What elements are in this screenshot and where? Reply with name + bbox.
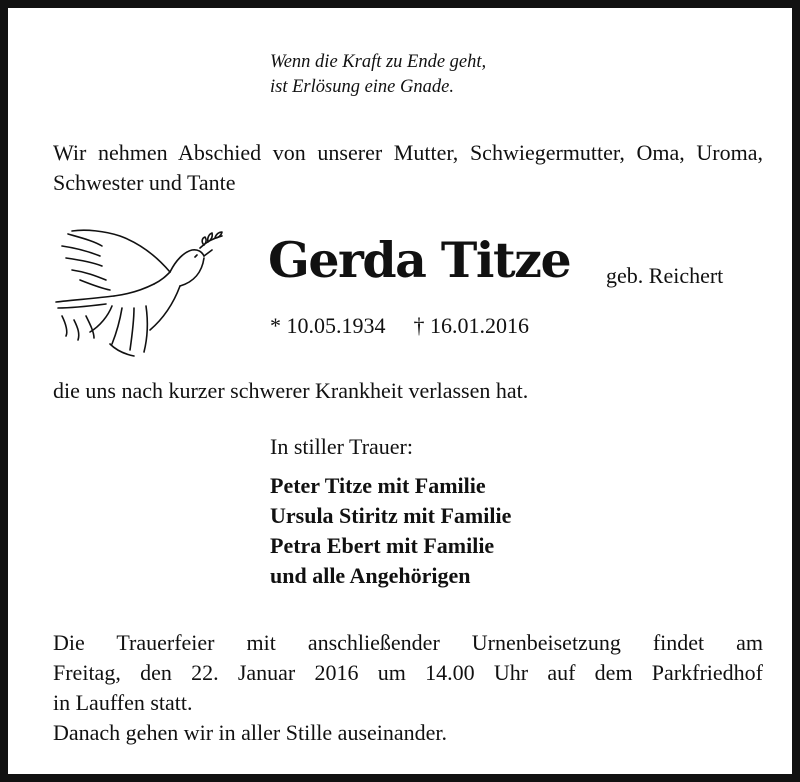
ceremony-line-1: Die Trauerfeier mit anschließender Urnenbeisetzung findet am [53, 630, 763, 655]
ceremony-notice [53, 628, 763, 748]
farewell-intro: Wir nehmen Abschied von unserer Mutter, Schwiegermutter, Oma, Uroma, Schwester und Tante [53, 140, 763, 195]
mourning-heading: In stiller Trauer: [270, 434, 413, 459]
ceremony-line-3: in Lauffen statt. [53, 690, 193, 715]
life-dates [270, 311, 529, 341]
mourners-list [270, 471, 511, 591]
deceased-name: Gerda Titze [268, 231, 571, 289]
dove-icon [50, 224, 226, 360]
mourner-item: Ursula Stiritz mit Familie [270, 503, 512, 528]
ceremony-line-2: Freitag, den 22. Januar 2016 um 14.00 Uhr auf dem Parkfriedhof [53, 660, 763, 685]
maiden-name: geb. Reichert [606, 263, 724, 288]
mourner-item: Petra Ebert mit Familie [270, 533, 495, 558]
mourner-item: und alle Angehörigen [270, 563, 471, 588]
ceremony-line-4: Danach gehen wir in aller Stille auseinander. [53, 720, 448, 745]
quote-line-1: Wenn die Kraft zu Ende geht, [270, 52, 487, 72]
quote-line-2: ist Erlösung eine Gnade. [270, 77, 454, 97]
birth-date: * 10.05.1934 [270, 313, 386, 338]
passing-statement: die uns nach kurzer schwerer Krankheit verlassen hat. [53, 378, 529, 403]
death-date: † 16.01.2016 [413, 313, 529, 338]
mourner-item: Peter Titze mit Familie [270, 473, 486, 498]
epigraph-quote [270, 50, 670, 100]
